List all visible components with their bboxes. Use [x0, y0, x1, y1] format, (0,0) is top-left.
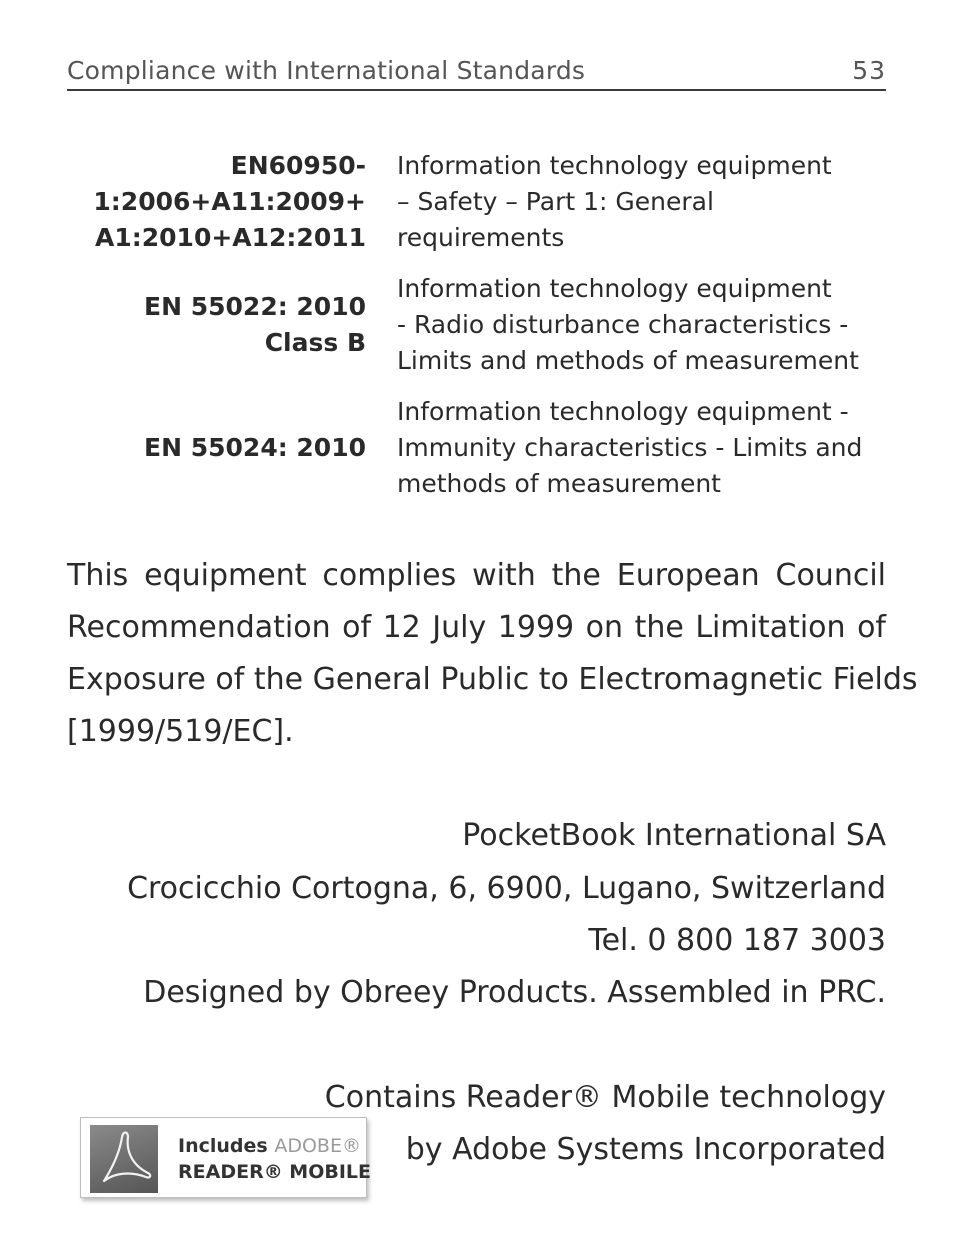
company-address: Crocicchio Cortogna, 6, 6900, Lugano, Switzerland [127, 871, 886, 906]
adobe-credit-line-1: Contains Reader® Mobile technology [324, 1080, 886, 1115]
badge-adobe: ADOBE® [274, 1135, 361, 1157]
standard-description: Information technology equipment - Radio disturbance characteristics - Limits and methods of measurement [397, 274, 859, 375]
manufacturing-note: Designed by Obreey Products. Assembled in PRC. [143, 975, 886, 1010]
company-phone: Tel. 0 800 187 3003 [588, 923, 886, 958]
badge-reader-mobile: READER® MOBILE [178, 1161, 372, 1183]
standard-code: EN 55024: 2010 [144, 433, 366, 462]
badge-includes-text [178, 1135, 361, 1157]
paragraph-line: This equipment complies with the European Council [67, 558, 886, 593]
standard-code: EN60950- 1:2006+A11:2009+ A1:2010+A12:2011 [93, 151, 366, 252]
adobe-credit-line-2: by Adobe Systems Incorporated [405, 1132, 886, 1167]
paragraph-line: Recommendation of 12 July 1999 on the Limitation of [67, 610, 886, 645]
paragraph-line: [1999/519/EC]. [67, 714, 294, 749]
standard-description: Information technology equipment – Safety – Part 1: General requirements [397, 151, 832, 252]
company-name: PocketBook International SA [462, 818, 886, 853]
header-title: Compliance with International Standards [67, 56, 586, 85]
adobe-acrobat-icon [90, 1125, 158, 1193]
standard-code: EN 55022: 2010 Class B [144, 292, 366, 357]
adobe-reader-mobile-badge [80, 1117, 372, 1198]
compliance-paragraph [67, 550, 918, 758]
page-header [67, 54, 886, 91]
badge-includes: Includes [178, 1135, 268, 1157]
standard-description: Information technology equipment - Immunity characteristics - Limits and methods of measurement [397, 397, 863, 498]
paragraph-line: Exposure of the General Public to Electromagnetic Fields [67, 662, 918, 697]
page-number: 53 [852, 56, 886, 85]
